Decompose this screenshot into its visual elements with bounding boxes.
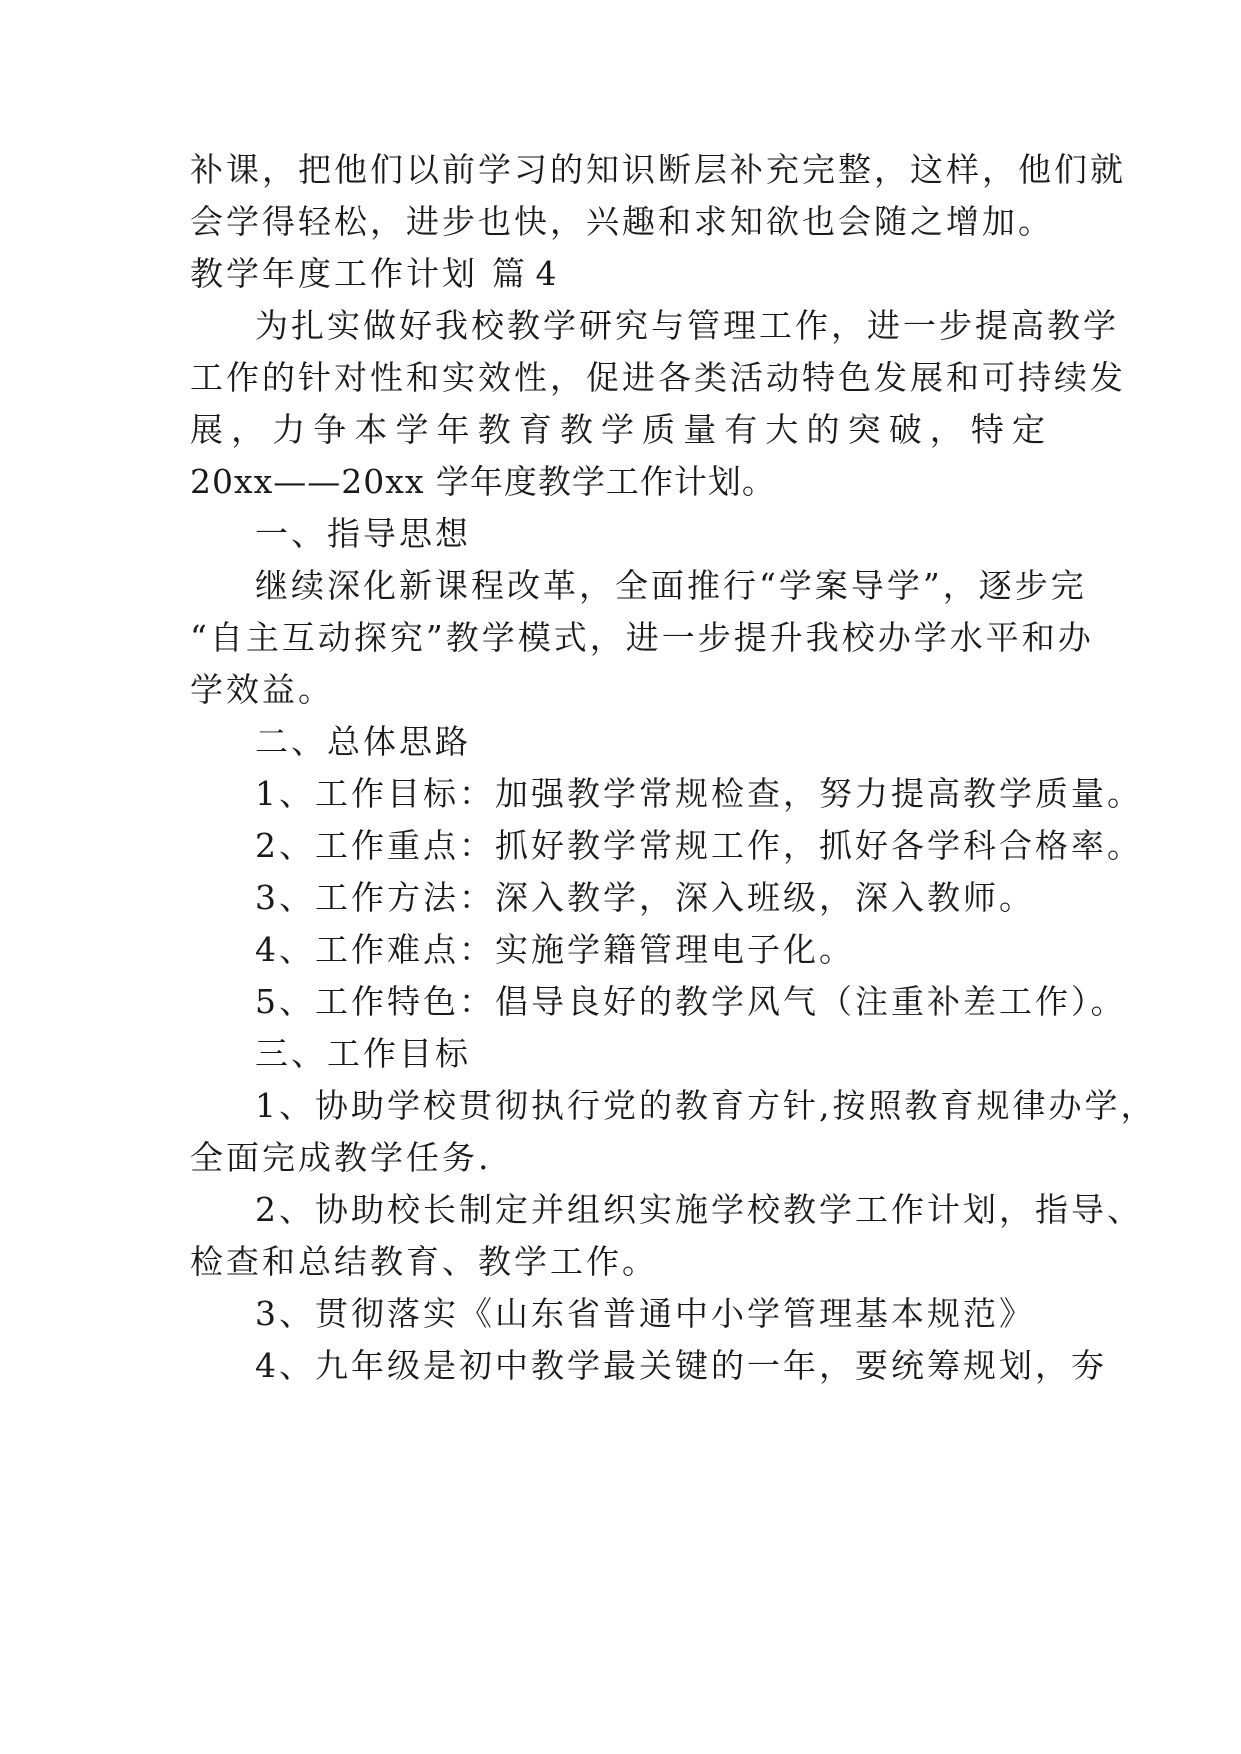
heading-overall-approach: 二、总体思路: [255, 722, 471, 761]
list-item-continuation: 检查和总结教育、教学工作。: [190, 1242, 658, 1281]
list-item: 4、九年级是初中教学最关键的一年，要统筹规划，夯: [255, 1346, 1107, 1385]
list-item: 4、工作难点：实施学籍管理电子化。: [255, 930, 855, 969]
list-item: 1、工作目标：加强教学常规检查，努力提高教学质量。: [255, 774, 1143, 813]
list-item: 1、协助学校贯彻执行党的教育方针,按照教育规律办学，: [255, 1086, 1157, 1125]
paragraph-line: 工作的针对性和实效性，促进各类活动特色发展和可持续发: [190, 358, 1126, 397]
heading-guiding-thought: 一、指导思想: [255, 514, 471, 553]
list-item: 3、贯彻落实《山东省普通中小学管理基本规范》: [255, 1294, 1035, 1333]
paragraph-line: 为扎实做好我校教学研究与管理工作，进一步提高教学: [255, 306, 1119, 345]
list-item: 3、工作方法：深入教学，深入班级，深入教师。: [255, 878, 1035, 917]
section-number: 篇 4: [492, 254, 557, 293]
text-line: 补课，把他们以前学习的知识断层补充完整，这样，他们就: [190, 150, 1126, 189]
list-item: 2、工作重点：抓好教学常规工作，抓好各学科合格率。: [255, 826, 1143, 865]
paragraph-line: “自主互动探究”教学模式，进一步提升我校办学水平和办: [190, 618, 1094, 657]
list-item: 2、协助校长制定并组织实施学校教学工作计划，指导、: [255, 1190, 1143, 1229]
section-title-text: 教学年度工作计划: [190, 254, 478, 293]
paragraph-line: 展，力争本学年教育教学质量有大的突破，特定: [190, 410, 1045, 449]
list-item-continuation: 全面完成教学任务.: [190, 1138, 492, 1177]
list-item: 5、工作特色：倡导良好的教学风气（注重补差工作）。: [255, 982, 1127, 1021]
paragraph-line: 学效益。: [190, 670, 334, 709]
paragraph-line: 继续深化新课程改革，全面推行“学案导学”，逐步完: [255, 566, 1087, 605]
section-title: [190, 252, 557, 296]
paragraph-line: 20xx——20xx 学年度教学工作计划。: [190, 462, 776, 501]
text-line: 会学得轻松，进步也快，兴趣和求知欲也会随之增加。: [190, 202, 1054, 241]
heading-work-goals: 三、工作目标: [255, 1034, 471, 1073]
